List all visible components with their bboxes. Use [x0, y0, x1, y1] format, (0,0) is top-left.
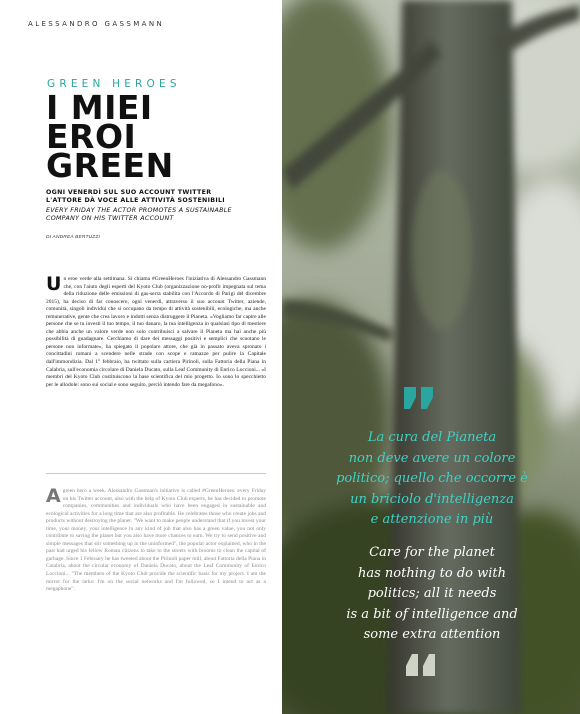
subtitle-english-line-1: EVERY FRIDAY THE ACTOR PROMOTES A SUSTAINABLE: [46, 207, 232, 214]
pull-quote-italian-line-4: un briciolo d'intelligenza: [350, 491, 514, 507]
subtitle-english-line-2: COMPANY ON HIS TWITTER ACCOUNT: [46, 215, 174, 223]
headline-line-1: I MIEI: [46, 88, 153, 127]
pull-quote-english-line-1: Care for the planet: [369, 545, 495, 560]
byline: DI ANDREA BERTUZZI: [46, 235, 101, 240]
subtitle-italian-line-1: OGNI VENERDÌ SUL SUO ACCOUNT TWITTER: [46, 189, 212, 196]
body-italian-paragraph: n eroe verde alla settimana. Si chiama #GreenHeroes l'iniziativa di Alessandro Gassmann che, con l'aiuto degli esperti del Kyoto Club (organizzazione no-profit impegnata sul tema della riduzione delle emissioni di gas-serra stabilita con l'Accordo di Parigi del dicembre 2015), ha deciso di far conoscere, ogni venerdì, attraverso il suo account Twitter, aziende, comunità, singoli individui che si occupano da tempo di attività sostenibili, ecologiche, ma anche remunerative, gente che crea lavoro e indotti senza distruggere il Pianeta. «Vogliamo far capire alle persone che se tu investi il tuo tempo, il tuo danaro, la tua intelligenza in qualsiasi tipo di mestiere che abbia anche un valore verde non solo contribuisci a salvare il Pianeta ma hai anche più possibilità di guadagnare. Cerchiamo di dare dei messaggi positivi e semplici che scuotano le persone non informate», ha spiegato il popolare attore, che già in passato aveva spronato i concittadini romani a scendere nelle strade con scope e ramazze per pulire la Capitale dall'immondizia. Dal 1° febbraio, ha twittato sulla cartiera Pirinoli, sulla Fattoria della Piana in Calabria, sull'economia circolare di Daniela Ducato, sulla Leaf Community di Enrico Loccioni... «I membri del Kyoto Club costituiscono la base scientifica del mio progetto. Io sono lo specchietto per le allodole: sono sui social e sono seguito, perciò intendo fare da megafono».: [46, 276, 266, 388]
pull-quote-english-line-5: some extra attention: [363, 627, 501, 642]
section-divider: [46, 473, 266, 474]
pull-quote-italian-line-1: La cura del Pianeta: [367, 430, 497, 445]
headline-line-3: GREEN: [46, 146, 174, 185]
pull-quote-italian: [316, 428, 548, 531]
pull-quote-english-line-4: is a bit of intelligence and: [346, 606, 518, 622]
body-text-italian: [46, 273, 266, 389]
dropcap-english: A: [46, 485, 61, 507]
pull-quote-italian-line-3: politico; quello che occorre è: [336, 471, 528, 486]
section-kicker: GREEN HEROES: [47, 78, 181, 90]
close-quote-icon: [403, 652, 437, 683]
dropcap-italian: U: [46, 273, 62, 295]
headline-line-2: EROI: [46, 117, 137, 156]
body-english-paragraph: green hero a week. Alessandro Gassman's initiative is called #GreenHeroes: every Friday on his Twitter account, also with the help of Kyoto Club experts, he has decided to promote companies, communities and individuals who have been engaged in sustainable and ecological activities for a long time that are also profitable. He celebrates those who create jobs and products without destroying the planet. "We want to make people understand that if you invest your time, your money, your intelligence in any kind of job that also has a green value, you not only contribute to saving the planet but you also have more chances to earn. We try to send positive and simple messages that stir something up in the uninformed", the popular actor explained, who in the past had urged his fellow Roman citizens to take to the streets with brooms to clean the capital of garbage. Since 1 February he has tweeted about the Pirinoli paper mill, about Fattoria della Piana in Calabria, about the circular economy of Daniela Ducato, about the Leaf Community of Enrico Loccioni... "The members of the Kyoto Club provide the scientific basis for my project. I am the mirror for the larks: I'm on the social networks and I'm followed, so I intend to act as a megaphone".: [46, 488, 266, 593]
pull-quote-english: [316, 543, 548, 646]
pull-quote-english-line-3: politics; all it needs: [367, 586, 497, 601]
pull-quote-italian-line-2: non deve avere un colore: [348, 450, 516, 466]
running-head: ALESSANDRO GASSMANN: [28, 20, 165, 28]
subtitle-english: [46, 207, 232, 223]
pull-quote-italian-line-5: e attenzione in più: [370, 512, 494, 527]
open-quote-icon: [402, 385, 436, 416]
pull-quote-english-line-2: has nothing to do with: [357, 565, 507, 581]
subtitle-italian: [46, 189, 225, 205]
headline: [46, 88, 174, 185]
text-column: [0, 0, 282, 714]
body-text-english: [46, 485, 266, 594]
subtitle-italian-line-2: L'ATTORE DÀ VOCE ALLE ATTIVITÀ SOSTENIBILI: [46, 197, 225, 205]
